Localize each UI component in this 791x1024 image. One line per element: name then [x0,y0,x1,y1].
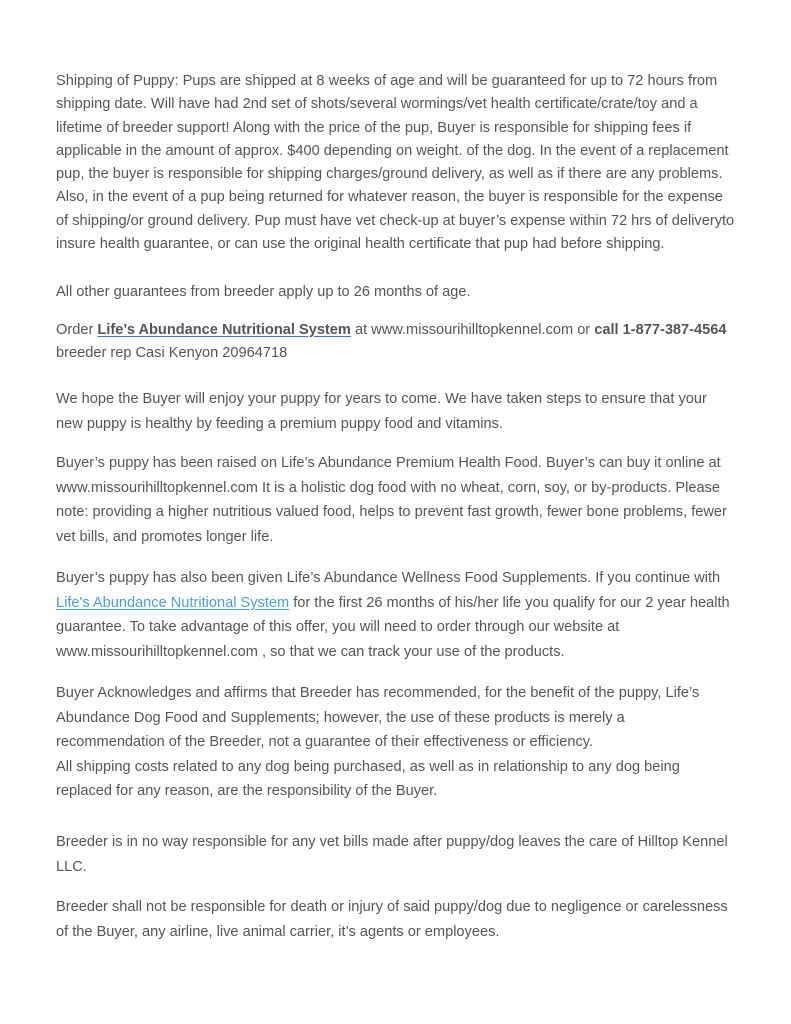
phone-number: call 1-877-387-4564 [594,322,727,338]
acknowledges-line1: Buyer Acknowledges and affirms that Breeder has recommended, for the benefit of the puppy, Life’s Abundance Dog Food and Supplements; however, the use of these products is merely a recommendation of the Breeder, not a guarantee of their effectiveness or efficiency. [56,685,700,751]
liability-paragraph: Breeder shall not be responsible for death or injury of said puppy/dog due to negligence or carelessness of the Buyer, any airline, live animal carrier, it’s agents or employees. [56,899,728,940]
shipping-paragraph: Shipping of Puppy: Pups are shipped at 8 weeks of age and will be guaranteed for up to 72 hours from shipping date. Will have had 2nd set of shots/several wormings/vet health certificate/crate/toy and a lifetime of breeder support! Along with the price of the pup, Buyer is responsible for shipping fees if applicable in the amount of approx. $400 depending on weight. of the dog. In the event of a replacement pup, the buyer is responsible for shipping charges/ground delivery, as well as if there are any problems. Also, in the event of a pup being returned for whatever reason, the buyer is responsible for the expense of shipping/or ground delivery. Pup must have vet check-up at buyer’s expense within 72 hrs of deliveryto insure health guarantee, or can use the original health certificate that pup had before shipping. [56,73,735,253]
nutritional-system-link[interactable]: Life’s Abundance Nutritional System [97,322,351,338]
order-middle: at www.missourihilltopkennel.com or [350,322,595,338]
supplements-suffix: for the first 26 months of his/her life you qualify for our 2 year health guarantee. To take advantage of this offer, you will need to order through our website at www.missourihilltopkennel.com , so that we can track your use of the products. [56,594,730,660]
acknowledges-line2: All shipping costs related to any dog being purchased, as well as in relationship to any dog being replaced for any reason, are the responsibility of the Buyer. [56,758,680,800]
acknowledges-paragraph [56,681,736,804]
guarantees-paragraph: All other guarantees from breeder apply up to 26 months of age. [56,284,471,300]
nutritional-system-link-2[interactable]: Life's Abundance Nutritional System [56,594,290,611]
supplements-prefix: Buyer’s puppy has also been given Life’s Abundance Wellness Food Supplements. If you continue with [56,570,721,586]
raised-paragraph: Buyer’s puppy has been raised on Life’s Abundance Premium Health Food. Buyer’s can buy it online at www.missourihilltopkennel.com It is a holistic dog food with no wheat, corn, soy, or by-products. Please note: providing a higher nutritious valued food, helps to prevent fast growth, fewer bone problems, fewer vet bills, and promotes longer life. [56,455,727,545]
hope-paragraph: We hope the Buyer will enjoy your puppy for years to come. We have taken steps to ensure that your new puppy is healthy by feeding a premium puppy food and vitamins. [56,391,707,432]
order-prefix: Order [56,322,98,338]
vet-bills-paragraph: Breeder is in no way responsible for any vet bills made after puppy/dog leaves the care of Hilltop Kennel LLC. [56,834,728,875]
supplements-paragraph [56,566,736,664]
breeder-rep: breeder rep Casi Kenyon 20964718 [56,345,288,362]
order-paragraph [56,319,736,366]
